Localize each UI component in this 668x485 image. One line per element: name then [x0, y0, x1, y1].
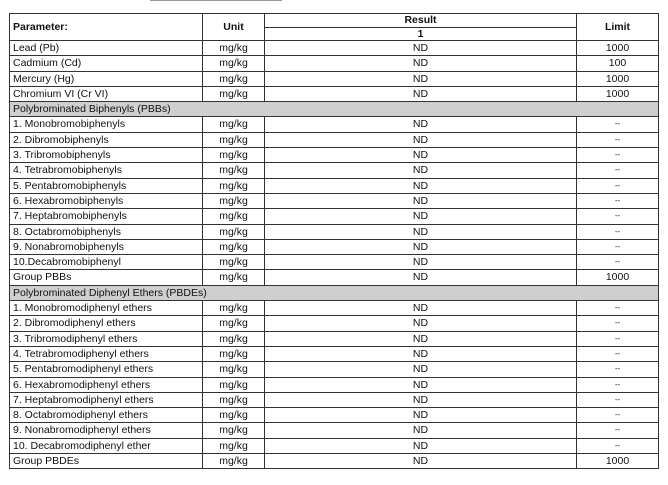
parameter-cell: 5. Pentabromobiphenyls	[10, 178, 203, 193]
table-row	[10, 163, 659, 178]
limit-cell: --	[577, 224, 659, 239]
parameter-cell: 9. Nonabromobiphenyls	[10, 239, 203, 254]
table-row	[10, 255, 659, 270]
parameter-cell: 1. Monobromobiphenyls	[10, 117, 203, 132]
unit-cell: mg/kg	[203, 148, 265, 163]
parameter-cell: 3. Tribromodiphenyl ethers	[10, 331, 203, 346]
table-row	[10, 224, 659, 239]
limit-cell: --	[577, 132, 659, 147]
result-cell: ND	[265, 148, 577, 163]
parameter-cell: Mercury (Hg)	[10, 71, 203, 86]
unit-cell: mg/kg	[203, 377, 265, 392]
limit-cell: --	[577, 331, 659, 346]
result-cell: ND	[265, 117, 577, 132]
unit-cell: mg/kg	[203, 438, 265, 453]
result-cell: ND	[265, 331, 577, 346]
limit-cell: --	[577, 301, 659, 316]
header-row	[10, 14, 659, 28]
limit-cell: --	[577, 408, 659, 423]
pbb-section-header-row	[10, 102, 659, 117]
result-cell: ND	[265, 132, 577, 147]
parameter-cell: 6. Hexabromobiphenyls	[10, 193, 203, 208]
unit-cell: mg/kg	[203, 392, 265, 407]
limit-cell: 1000	[577, 86, 659, 101]
result-cell: ND	[265, 41, 577, 56]
header-limit: Limit	[577, 14, 659, 41]
result-cell: ND	[265, 178, 577, 193]
limit-cell: --	[577, 362, 659, 377]
parameter-cell: 9. Nonabromodiphenyl ethers	[10, 423, 203, 438]
result-cell: ND	[265, 86, 577, 101]
parameter-cell: Group PBBs	[10, 270, 203, 285]
unit-cell: mg/kg	[203, 255, 265, 270]
unit-cell: mg/kg	[203, 56, 265, 71]
unit-cell: mg/kg	[203, 316, 265, 331]
unit-cell: mg/kg	[203, 209, 265, 224]
unit-cell: mg/kg	[203, 178, 265, 193]
limit-cell: 1000	[577, 270, 659, 285]
parameter-cell: 2. Dibromodiphenyl ethers	[10, 316, 203, 331]
parameter-cell: 8. Octabromodiphenyl ethers	[10, 408, 203, 423]
top-edge-rule	[150, 0, 282, 1]
table-row	[10, 408, 659, 423]
result-cell: ND	[265, 71, 577, 86]
header-parameter: Parameter:	[10, 14, 203, 41]
result-cell: ND	[265, 454, 577, 469]
limit-cell: --	[577, 178, 659, 193]
result-cell: ND	[265, 224, 577, 239]
limit-cell: --	[577, 117, 659, 132]
unit-cell: mg/kg	[203, 301, 265, 316]
parameter-cell: 3. Tribromobiphenyls	[10, 148, 203, 163]
pbb-section-title: Polybrominated Biphenyls (PBBs)	[10, 102, 659, 117]
result-cell: ND	[265, 377, 577, 392]
table-row	[10, 438, 659, 453]
limit-cell: --	[577, 423, 659, 438]
result-cell: ND	[265, 423, 577, 438]
table-row	[10, 423, 659, 438]
limit-cell: --	[577, 193, 659, 208]
unit-cell: mg/kg	[203, 41, 265, 56]
result-cell: ND	[265, 316, 577, 331]
parameter-cell: 4. Tetrabromobiphenyls	[10, 163, 203, 178]
table-row	[10, 148, 659, 163]
result-cell: ND	[265, 255, 577, 270]
table-row	[10, 270, 659, 285]
unit-cell: mg/kg	[203, 117, 265, 132]
result-cell: ND	[265, 392, 577, 407]
parameter-cell: 2. Dibromobiphenyls	[10, 132, 203, 147]
limit-cell: --	[577, 346, 659, 361]
parameter-cell: 7. Heptabromodiphenyl ethers	[10, 392, 203, 407]
result-cell: ND	[265, 239, 577, 254]
header-result-sample-1: 1	[265, 28, 577, 41]
table-row	[10, 132, 659, 147]
table-row	[10, 178, 659, 193]
table-row	[10, 117, 659, 132]
table-row	[10, 86, 659, 101]
result-cell: ND	[265, 362, 577, 377]
parameter-cell: 6. Hexabromodiphenyl ethers	[10, 377, 203, 392]
result-cell: ND	[265, 193, 577, 208]
table-row	[10, 71, 659, 86]
limit-cell: --	[577, 148, 659, 163]
result-cell: ND	[265, 438, 577, 453]
unit-cell: mg/kg	[203, 270, 265, 285]
table-row	[10, 346, 659, 361]
limit-cell: --	[577, 316, 659, 331]
table-row	[10, 301, 659, 316]
parameter-cell: 7. Heptabromobiphenyls	[10, 209, 203, 224]
unit-cell: mg/kg	[203, 454, 265, 469]
result-cell: ND	[265, 56, 577, 71]
table-row	[10, 193, 659, 208]
limit-cell: --	[577, 392, 659, 407]
limit-cell: --	[577, 239, 659, 254]
table-row	[10, 392, 659, 407]
parameter-cell: 5. Pentabromodiphenyl ethers	[10, 362, 203, 377]
parameter-cell: 1. Monobromodiphenyl ethers	[10, 301, 203, 316]
parameter-cell: Lead (Pb)	[10, 41, 203, 56]
limit-cell: --	[577, 163, 659, 178]
parameter-cell: Chromium VI (Cr VI)	[10, 86, 203, 101]
header-unit: Unit	[203, 14, 265, 41]
unit-cell: mg/kg	[203, 331, 265, 346]
unit-cell: mg/kg	[203, 224, 265, 239]
parameter-cell: 8. Octabromobiphenyls	[10, 224, 203, 239]
limit-cell: 1000	[577, 41, 659, 56]
table-row	[10, 362, 659, 377]
result-cell: ND	[265, 408, 577, 423]
unit-cell: mg/kg	[203, 346, 265, 361]
parameter-cell: 4. Tetrabromodiphenyl ethers	[10, 346, 203, 361]
unit-cell: mg/kg	[203, 86, 265, 101]
result-cell: ND	[265, 209, 577, 224]
parameter-cell: Cadmium (Cd)	[10, 56, 203, 71]
table-row	[10, 377, 659, 392]
unit-cell: mg/kg	[203, 408, 265, 423]
unit-cell: mg/kg	[203, 132, 265, 147]
unit-cell: mg/kg	[203, 362, 265, 377]
table-row	[10, 209, 659, 224]
result-cell: ND	[265, 301, 577, 316]
unit-cell: mg/kg	[203, 239, 265, 254]
table-row	[10, 41, 659, 56]
result-cell: ND	[265, 346, 577, 361]
header-result: Result	[265, 14, 577, 28]
result-cell: ND	[265, 270, 577, 285]
unit-cell: mg/kg	[203, 193, 265, 208]
parameter-cell: Group PBDEs	[10, 454, 203, 469]
table-body	[10, 41, 659, 469]
limit-cell: --	[577, 438, 659, 453]
table-row	[10, 56, 659, 71]
test-results-table	[9, 13, 659, 469]
unit-cell: mg/kg	[203, 163, 265, 178]
limit-cell: 100	[577, 56, 659, 71]
table-row	[10, 331, 659, 346]
parameter-cell: 10. Decabromodiphenyl ether	[10, 438, 203, 453]
limit-cell: 1000	[577, 71, 659, 86]
pbde-section-title: Polybrominated Diphenyl Ethers (PBDEs)	[10, 285, 659, 300]
result-cell: ND	[265, 163, 577, 178]
unit-cell: mg/kg	[203, 71, 265, 86]
table-row	[10, 454, 659, 469]
table-row	[10, 316, 659, 331]
parameter-cell: 10.Decabromobiphenyl	[10, 255, 203, 270]
table-row	[10, 239, 659, 254]
unit-cell: mg/kg	[203, 423, 265, 438]
limit-cell: --	[577, 209, 659, 224]
limit-cell: --	[577, 377, 659, 392]
limit-cell: --	[577, 255, 659, 270]
limit-cell: 1000	[577, 454, 659, 469]
pbde-section-header-row	[10, 285, 659, 300]
